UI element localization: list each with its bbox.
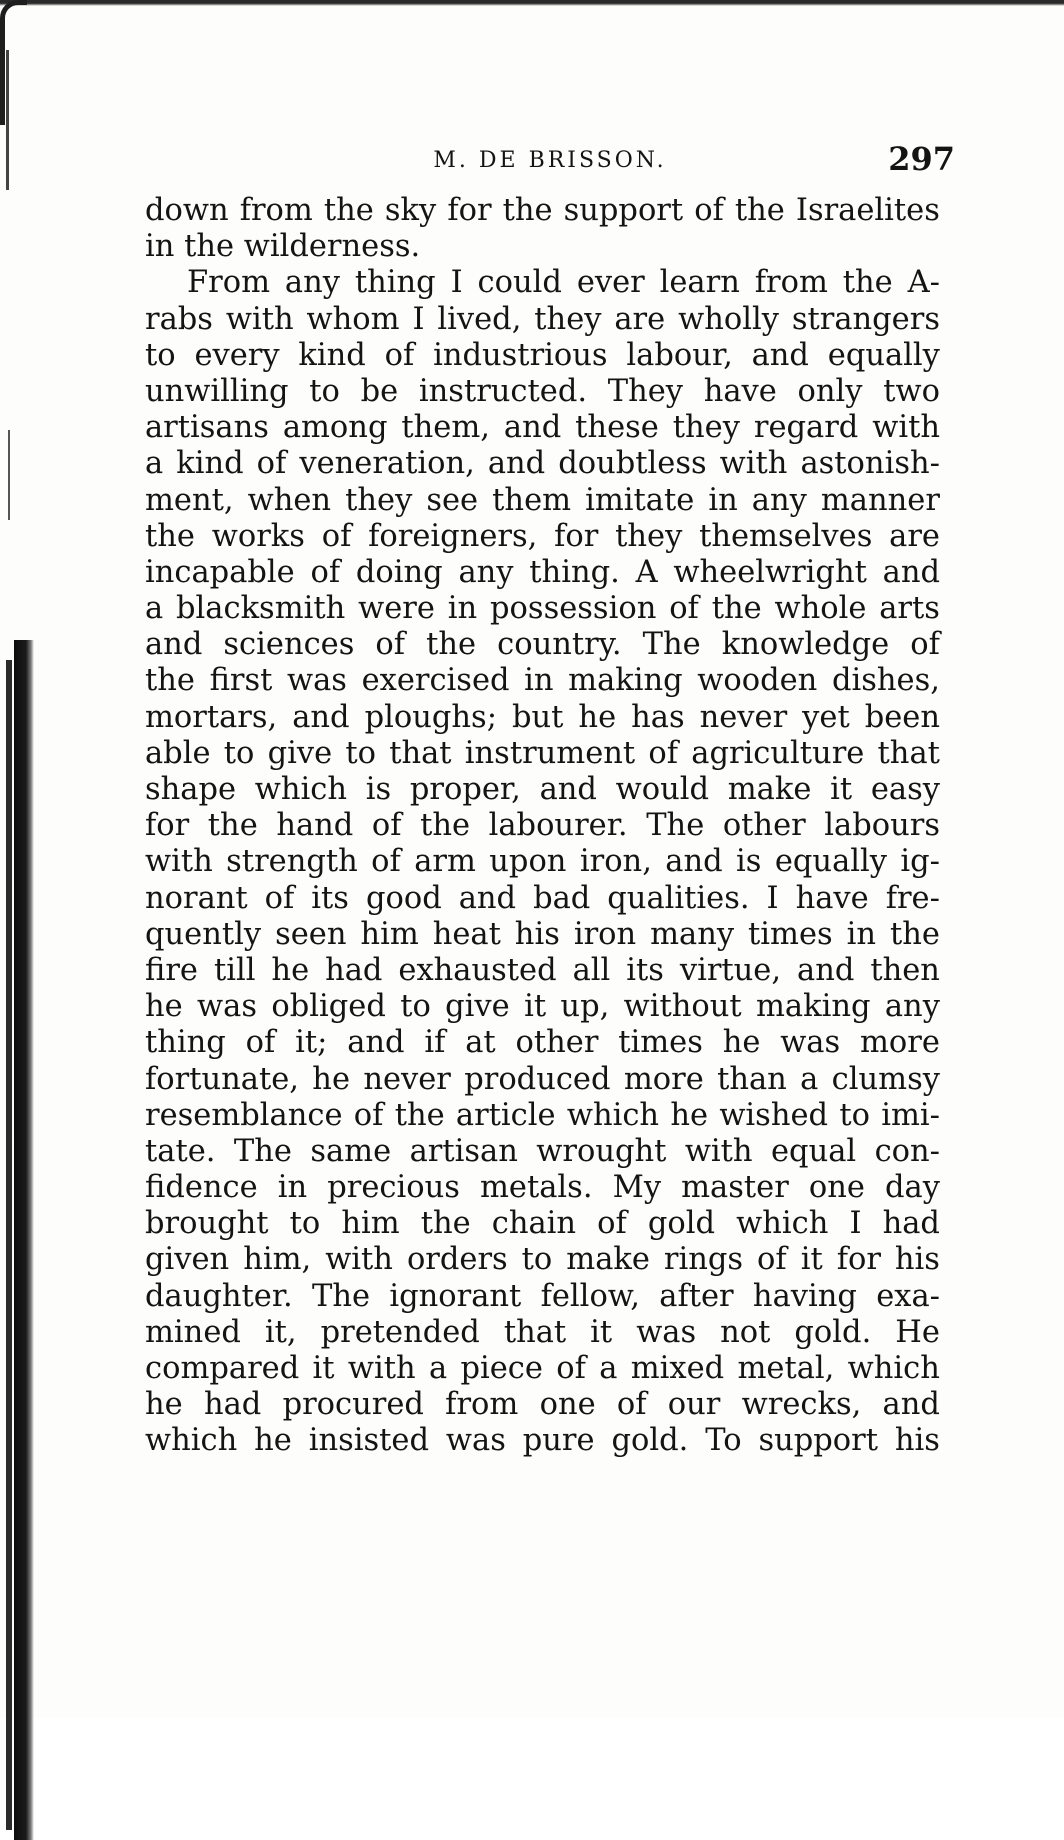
text-line: mortars, and ploughs; but he has never yet been bbox=[145, 699, 940, 735]
text-line: norant of its good and bad qualities. I have fre- bbox=[145, 880, 940, 916]
text-line: he had procured from one of our wrecks, and bbox=[145, 1387, 940, 1423]
text-line: the works of foreigners, for they themselves are bbox=[145, 518, 940, 554]
text-line: the first was exercised in making wooden dishes, bbox=[145, 663, 940, 699]
text-line: rabs with whom I lived, they are wholly strangers bbox=[145, 301, 940, 337]
text-line: given him, with orders to make rings of it for his bbox=[145, 1242, 940, 1278]
text-line: and sciences of the country. The knowledge of bbox=[145, 627, 940, 663]
binding-gutter-shadow bbox=[14, 640, 34, 1840]
text-line: he was obliged to give it up, without making any bbox=[145, 989, 940, 1025]
text-line: in the wilderness. bbox=[145, 229, 421, 265]
text-line: a blacksmith were in possession of the whole arts bbox=[145, 591, 940, 627]
text-line: to every kind of industrious labour, and equally bbox=[145, 337, 940, 373]
text-line: fire till he had exhausted all its virtue, and then bbox=[145, 952, 940, 988]
scan-corner-curl bbox=[0, 0, 27, 125]
page-number: 297 bbox=[888, 140, 955, 178]
text-line: brought to him the chain of gold which I had bbox=[145, 1206, 940, 1242]
running-head: M. DE BRISSON. bbox=[433, 148, 667, 173]
text-line: daughter. The ignorant fellow, after having exa- bbox=[145, 1278, 940, 1314]
scan-left-edge-mark bbox=[8, 430, 10, 520]
text-line: for the hand of the labourer. The other labours bbox=[145, 808, 940, 844]
text-line: artisans among them, and these they regard with bbox=[145, 410, 940, 446]
text-line: ment, when they see them imitate in any manner bbox=[145, 482, 940, 518]
text-line: which he insisted was pure gold. To support his bbox=[145, 1423, 940, 1459]
text-line: From any thing I could ever learn from the A- bbox=[187, 265, 940, 301]
text-line: mined it, pretended that it was not gold. He bbox=[145, 1314, 940, 1350]
text-line: thing of it; and if at other times he was more bbox=[145, 1025, 940, 1061]
text-line: compared it with a piece of a mixed metal, which bbox=[145, 1351, 940, 1386]
text-line: able to give to that instrument of agriculture that bbox=[145, 735, 940, 771]
text-line: a kind of veneration, and doubtless with astonish- bbox=[145, 446, 940, 482]
text-line: with strength of arm upon iron, and is equally ig- bbox=[145, 844, 940, 880]
text-line: down from the sky for the support of the Israelites bbox=[145, 193, 940, 228]
text-line: unwilling to be instructed. They have only two bbox=[145, 373, 940, 409]
text-line: fortunate, he never produced more than a clumsy bbox=[145, 1061, 940, 1097]
binding-gutter-edge bbox=[6, 660, 12, 1830]
text-line: quently seen him heat his iron many times in the bbox=[145, 916, 940, 952]
text-line: incapable of doing any thing. A wheelwright and bbox=[145, 554, 940, 590]
scan-left-edge-mark bbox=[6, 50, 9, 190]
text-line: resemblance of the article which he wished to imi- bbox=[145, 1097, 940, 1133]
text-line: shape which is proper, and would make it easy bbox=[145, 772, 940, 807]
text-line: fidence in precious metals. My master one day bbox=[145, 1170, 940, 1206]
body-text bbox=[145, 193, 940, 1460]
scan-top-edge bbox=[0, 0, 1064, 6]
page-header bbox=[145, 140, 955, 190]
text-line: tate. The same artisan wrought with equal con- bbox=[145, 1133, 940, 1169]
